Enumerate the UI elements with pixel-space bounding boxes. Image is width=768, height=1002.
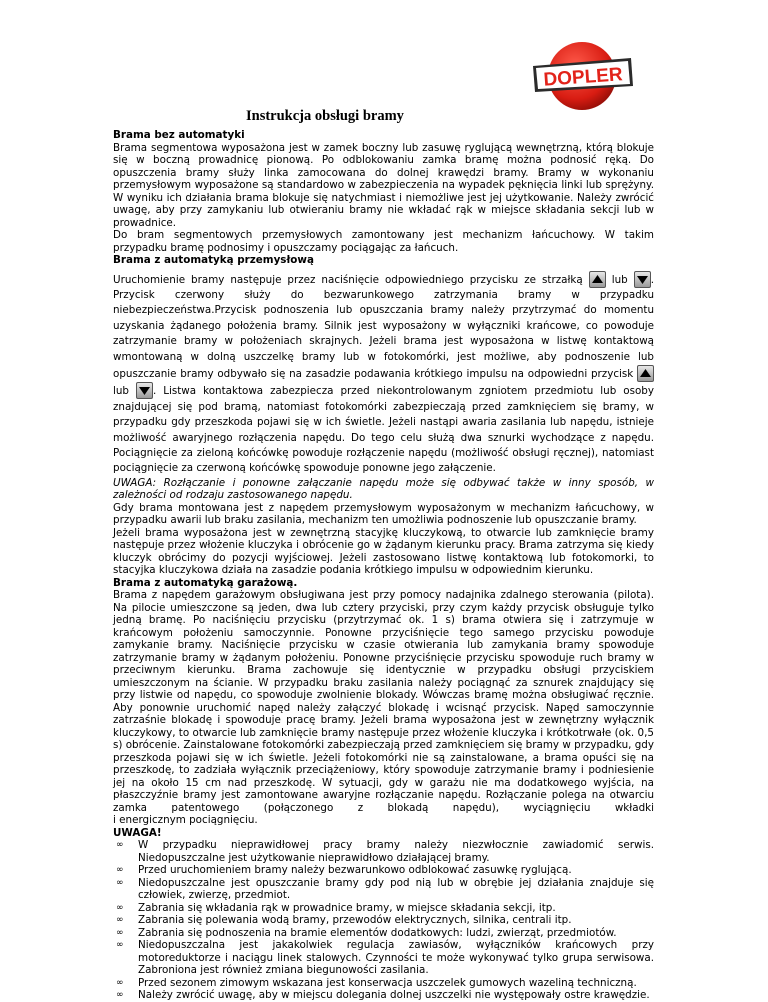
list-item-text: Należy zwrócić uwagę, aby w miejscu dolegania dolnej uszczelki nie występowały ostre krawędzie. [138, 989, 650, 1002]
document-body [113, 129, 654, 1002]
bullet-icon: ∞ [116, 927, 124, 938]
bullet-icon: ∞ [116, 902, 124, 913]
list-item [113, 989, 654, 1002]
warning-note: UWAGA: Rozłączanie i ponowne załączanie napędu może się odbywać także w inny sposób, w zależności od rodzaju zastosowanego napędu. [113, 476, 654, 502]
bullet-icon: ∞ [116, 877, 124, 888]
text-span: lub [611, 273, 628, 286]
list-item-text: W przypadku nieprawidłowej pracy bramy należy niezwłocznie zawiadomić serwis. Niedopuszczalne jest użytkowanie nieprawidłowo działającej bramy. [138, 839, 654, 864]
list-item [113, 902, 654, 915]
paragraph [113, 271, 654, 477]
paragraph: i energicznym pociągnięciu. [113, 814, 258, 827]
list-item-text: Niedopuszczalna jest jakakolwiek regulacja zawiasów, wyłączników krańcowych przy motoreduktorze i naciągu linek stalowych. Czynności te może wykonywać tylko grupa serwisowa. Zabroniona jest również zmiana biegunowości zasilania. [138, 939, 654, 977]
text-span: Uruchomienie bramy następuje przez naciśnięcie odpowiedniego przycisku ze strzałką [113, 273, 583, 286]
list-item-text: Zabrania się wkładania rąk w prowadnice bramy, w miejsce składania sekcji, itp. [138, 901, 556, 914]
arrow-down-icon [138, 385, 151, 396]
paragraph: Brama segmentowa wyposażona jest w zamek boczny lub zasuwę ryglującą wewnętrzną, którą blokuje się w boczną prowadnicę pionową. Po odblokowaniu zamka bramę można podnosić ręką. Do opuszczenia bramy służy linka zamocowana do dolnej krawędzi bramy. Bramy w wykonaniu przemysłowym wyposażone są standardowo w zabezpieczenia na wypadek pęknięcia linki lub sprężyny. W wyniku ich działania brama blokuje się natychmiast i niemożliwe jest jej użytkowanie. Należy zwrócić uwagę, aby przy zamykaniu lub otwieraniu bramy nie wkładać rąk w miejsce składania sekcji lub w prowadnice. [113, 141, 654, 229]
list-item [113, 877, 654, 902]
list-item-text: Przed uruchomieniem bramy należy bezwarunkowo odblokować zasuwkę ryglującą. [138, 864, 572, 877]
list-item-text: Zabrania się podnoszenia na bramie elementów dodatkowych: ludzi, zwierząt, przedmiotów. [138, 926, 617, 939]
page-title: Instrukcja obsługi bramy [246, 108, 404, 124]
arrow-up-button-icon [589, 271, 606, 288]
section-heading-garage: Brama z automatyką garażową. [113, 576, 298, 589]
arrow-down-button-icon [634, 271, 651, 288]
list-item [113, 927, 654, 940]
bullet-icon: ∞ [116, 840, 124, 851]
logo-text: DOPLER [542, 64, 624, 91]
paragraph: Do bram segmentowych przemysłowych zamontowany jest mechanizm łańcuchowy. W takim przypadku bramę podnosimy i opuszczamy pociągając za łańcuch. [113, 229, 654, 254]
bullet-icon: ∞ [116, 990, 124, 1001]
paragraph: Brama z napędem garażowym obsługiwana jest przy pomocy nadajnika zdalnego sterowania (pilota). Na pilocie umieszczone są jeden, dwa lub cztery przyciski, przy czym każdy przycisk obsługuje tylko jedną bramę. Po naciśnięciu przycisku (przytrzymać ok. 1 s) brama otwiera się i zatrzymuje w krańcowym położeniu samoczynnie. Ponowne przyciśnięcie tego samego przycisku powoduje zamykanie bramy. Naciśnięcie przycisku w czasie otwierania lub zamykania bramy spowoduje zatrzymanie bramy w żądanym położeniu. Ponowne przyciśnięcie przycisku spowoduje ruch bramy w przeciwnym kierunku. Brama zachowuje się identycznie w przypadku obsługi przyciskiem umieszczonym na ścianie. W przypadku braku zasilania należy pociągnąć za sznurek znajdujący się przy listwie od napędu, co spowoduje zwolnienie blokady. Wówczas bramę można obsługiwać ręcznie. Aby ponownie uruchomić napęd należy załączyć blokadę i wcisnąć przycisk. Napęd samoczynnie zatrzaśnie blokadę i spowoduje pracę bramy. Jeżeli brama wyposażona jest w zewnętrzny wyłącznik kluczykowy, to otwarcie lub zamknięcie bramy następuje przez włożenie kluczyka i krótkotrwałe (ok. 0,5 s) obrócenie. Zainstalowane fotokomórki zabezpieczają przed zamknięciem się bramy w przypadku, gdy przeszkoda pojawi się w ich świetle. Jeżeli fotokomórki nie są zainstalowane, a brama opuści się na przeszkodę, to zadziała wyłącznik przeciążeniowy, który spowoduje zatrzymanie bramy i podniesienie jej na około 15 cm nad przeszkodę. W sytuacji, gdy w garażu nie ma dodatkowego wyjścia, na płaszczyźnie bramy jest zamontowane awaryjne rozłączanie napędu. Rozłączanie polega na otwarciu zamka patentowego (połączonego z blokadą napędu), wyciągnięciu wkładki [113, 589, 654, 814]
section-heading-warnings: UWAGA! [113, 826, 162, 839]
section-heading-industrial: Brama z automatyką przemysłową [113, 254, 314, 266]
section-heading-no-automation: Brama bez automatyki [113, 129, 245, 141]
list-item [113, 839, 654, 864]
text-span: lub [113, 385, 129, 398]
arrow-up-icon [639, 368, 652, 379]
list-item [113, 914, 654, 927]
arrow-up-icon [591, 274, 604, 285]
arrow-down-icon [636, 274, 649, 285]
bullet-icon: ∞ [116, 865, 124, 876]
list-item-text: Niedopuszczalne jest opuszczanie bramy gdy pod nią lub w obrębie jej działania znajduje się człowiek, zwierzę, przedmiot. [138, 876, 654, 902]
list-item [113, 977, 654, 990]
warnings-list [113, 839, 654, 1002]
dopler-logo [527, 40, 637, 112]
bullet-icon: ∞ [116, 977, 124, 988]
paragraph: Gdy brama montowana jest z napędem przemysłowym wyposażonym w mechanizm łańcuchowy, w przypadku awarii lub braku zasilania, mechanizm ten umożliwia podnoszenie lub opuszczanie bramy. [113, 501, 654, 527]
bullet-icon: ∞ [116, 915, 124, 926]
arrow-up-button-icon [637, 365, 654, 382]
bullet-icon: ∞ [116, 940, 124, 951]
paragraph: Jeżeli brama wyposażona jest w zewnętrzną stacyjkę kluczykową, to otwarcie lub zamknięcie bramy następuje przez włożenie kluczyka i obrócenie go w żądanym kierunku pracy. Brama zatrzyma się kiedy kluczyk obrócimy do pozycji wyjściowej. Jeżeli zastosowano listwę kontaktową lub fotokomorki, to stacyjka kluczykowa działa na zasadzie podania krótkiego impulsu w odpowiednim kierunku. [113, 526, 654, 577]
list-item [113, 939, 654, 977]
arrow-down-button-icon [136, 382, 153, 399]
list-item [113, 864, 654, 877]
list-item-text: Przed sezonem zimowym wskazana jest konserwacja uszczelek gumowych wazeliną techniczną. [138, 976, 637, 989]
text-span: . Przycisk czerwony służy do bezwarunkowego zatrzymania bramy w przypadku niebezpieczeństwa.Przycisk podnoszenia lub opuszczania bramy należy przytrzymać do momentu uzyskania żądanego położenia bramy. Silnik jest wyposażony w wyłączniki krańcowe, co powoduje zatrzymanie bramy w położeniach skrajnych. Jeżeli brama jest wyposażona w listwę kontaktową wmontowaną w dolną uszczelkę bramy lub w fotokomórki, jest możliwe, aby podnoszenie lub opuszczanie bramy odbywało się na zasadzie podawania krótkiego impulsu na odpowiedni przycisk [113, 273, 654, 380]
list-item-text: Zabrania się polewania wodą bramy, przewodów elektrycznych, silnika, centrali itp. [138, 914, 572, 927]
text-span: . Listwa kontaktowa zabezpiecza przed niekontrolowanym zgniotem przedmiotu lub osoby znajdującej się pod bramą, natomiast fotokomórki zabezpieczają przed zamknięciem się bramy, w przypadku gdy przeszkoda pojawi się w ich świetle. Jeżeli nastąpi awaria zasilania lub napędu, istnieje możliwość awaryjnego rozłączenia napędu. Do tego celu służą dwa sznurki wychodzące z napędu. Pociągnięcie za zieloną końcówkę powoduje rozłączenie napędu (możliwość obsługi ręcznej), natomiast pociągnięcie za czerwoną końcówkę spowoduje ponowne jego załączenie. [113, 385, 654, 475]
